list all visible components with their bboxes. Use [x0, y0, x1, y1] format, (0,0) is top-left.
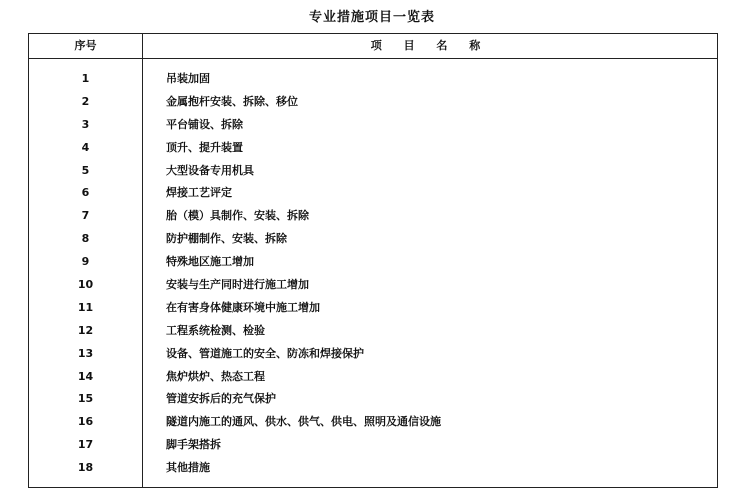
row-name: 工程系统检测、检验: [166, 323, 265, 337]
table-row: [29, 434, 717, 457]
table-row: [29, 160, 717, 183]
row-name: 胎（模）具制作、安装、拆除: [166, 209, 309, 223]
row-seq: 1: [81, 72, 90, 85]
table-row: [29, 205, 717, 228]
row-seq: 2: [81, 94, 90, 108]
row-name: 防护棚制作、安装、拆除: [166, 232, 287, 246]
row-seq: 18: [77, 461, 94, 475]
row-name: 吊装加固: [166, 72, 210, 85]
header-name: 项 目 名 称: [370, 39, 490, 52]
row-name: 隧道内施工的通风、供水、供气、供电、照明及通信设施: [166, 415, 441, 429]
table-row: [29, 91, 717, 114]
row-name: 安装与生产同时进行施工增加: [166, 278, 309, 292]
row-name: 特殊地区施工增加: [166, 255, 254, 269]
row-seq: 13: [77, 346, 94, 360]
row-seq: 8: [81, 232, 90, 246]
row-name: 焊接工艺评定: [166, 186, 232, 200]
table-row: [29, 228, 717, 251]
table-row: [29, 388, 717, 411]
row-name: 其他措施: [166, 461, 210, 475]
table-body: [29, 68, 717, 480]
row-seq: 17: [77, 438, 94, 452]
row-seq: 9: [81, 255, 90, 269]
row-name: 金属抱杆安装、拆除、移位: [166, 94, 298, 108]
row-name: 设备、管道施工的安全、防冻和焊接保护: [166, 346, 364, 360]
row-seq: 7: [81, 209, 90, 223]
row-seq: 16: [77, 415, 94, 429]
table-row: [29, 297, 717, 320]
row-seq: 12: [77, 323, 94, 337]
table-row: [29, 137, 717, 160]
row-name: 平台铺设、拆除: [166, 117, 243, 131]
row-name: 顶升、提升装置: [166, 140, 243, 154]
table-header: [29, 34, 717, 59]
row-name: 脚手架搭拆: [166, 438, 221, 452]
table-row: [29, 114, 717, 137]
table-row: [29, 411, 717, 434]
row-seq: 14: [77, 369, 94, 383]
table-row: [29, 274, 717, 297]
row-seq: 5: [81, 163, 90, 177]
row-seq: 3: [81, 117, 90, 131]
table-row: [29, 457, 717, 480]
table-row: [29, 366, 717, 389]
page-title: 专业措施项目一览表: [308, 10, 435, 25]
row-seq: 4: [81, 140, 90, 154]
header-seq: 序号: [74, 39, 97, 52]
row-name: 焦炉烘炉、热态工程: [166, 369, 265, 383]
row-seq: 15: [77, 392, 94, 406]
row-name: 大型设备专用机具: [166, 163, 254, 177]
table-row: [29, 251, 717, 274]
measures-table: [28, 33, 718, 488]
row-name: 在有害身体健康环境中施工增加: [166, 300, 320, 314]
table-row: [29, 343, 717, 366]
row-seq: 10: [77, 278, 94, 292]
table-row: [29, 320, 717, 343]
table-row: [29, 68, 717, 91]
row-seq: 11: [77, 300, 94, 314]
row-name: 管道安拆后的充气保护: [166, 392, 276, 406]
row-seq: 6: [81, 186, 90, 200]
table-row: [29, 182, 717, 205]
